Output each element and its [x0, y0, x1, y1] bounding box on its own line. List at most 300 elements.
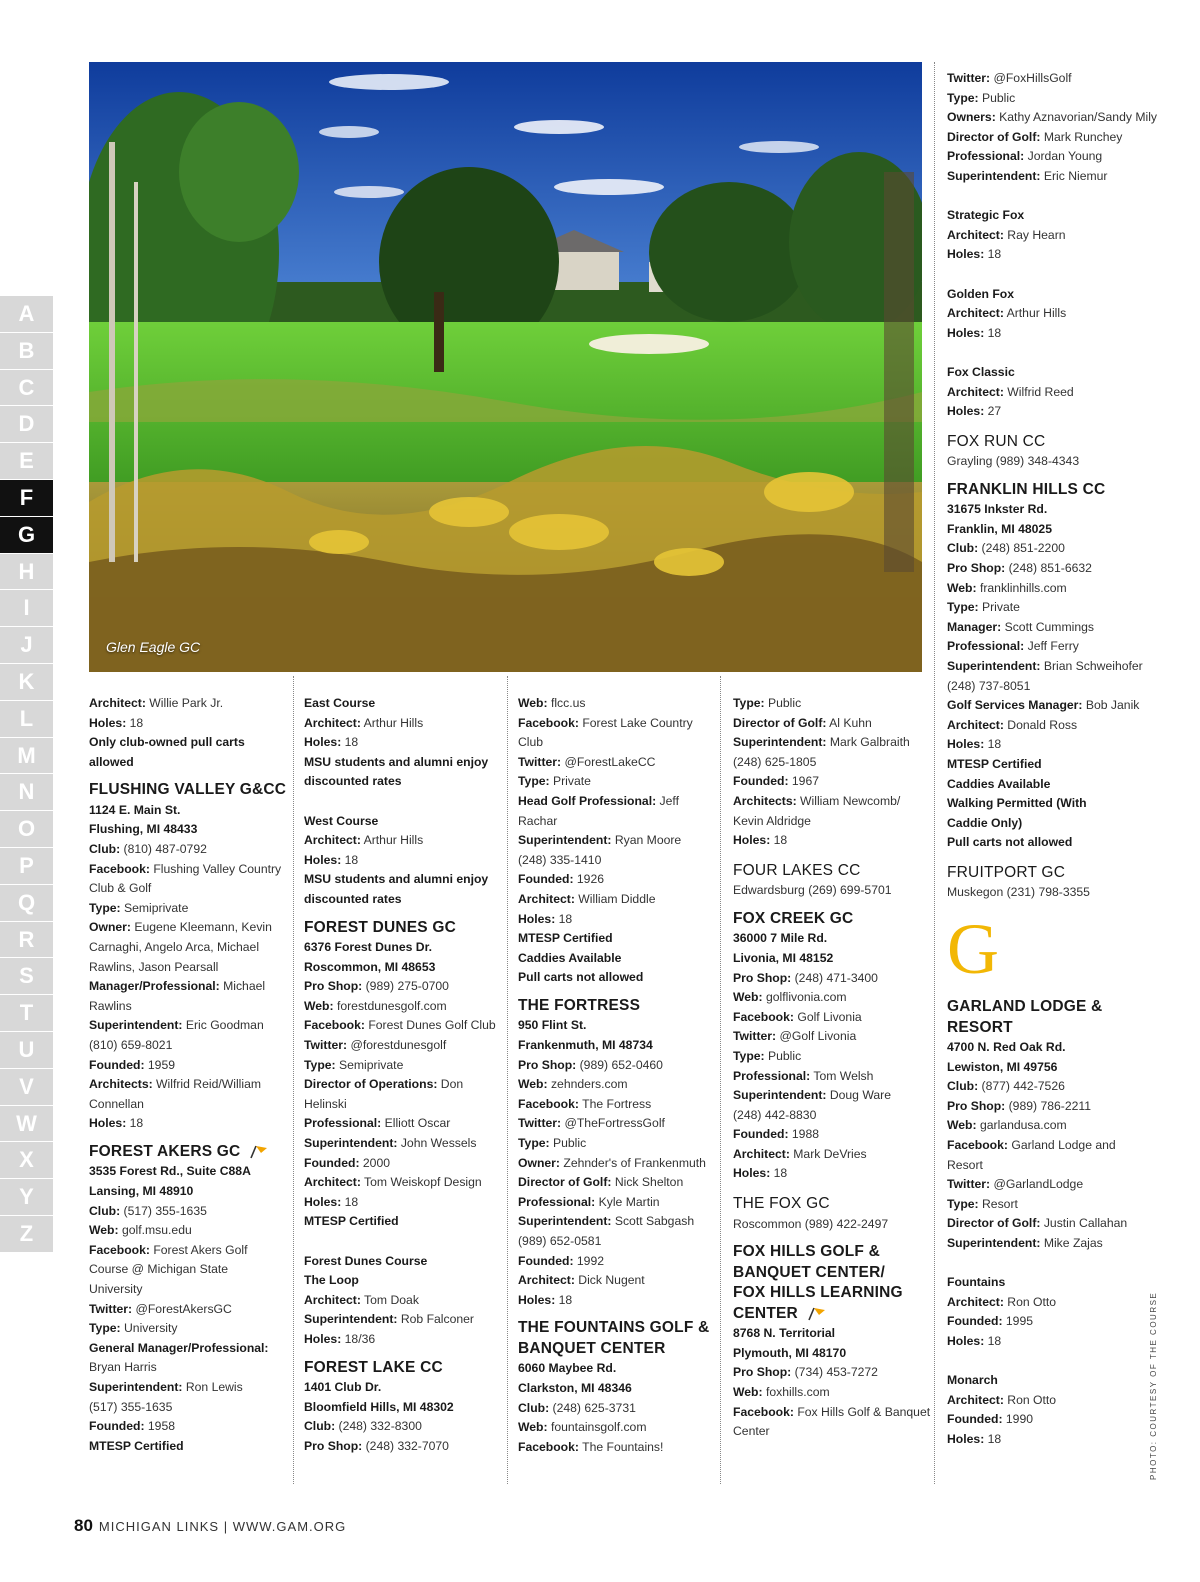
- field-label: Holes:: [947, 1431, 985, 1446]
- listing-field: [947, 89, 1147, 109]
- field-label: Web:: [304, 998, 334, 1013]
- listing-field: [947, 637, 1147, 657]
- listing-field: [518, 1438, 718, 1458]
- field-value: William Diddle: [574, 891, 656, 906]
- index-letter-e: E: [0, 443, 53, 480]
- field-label: Pro Shop:: [304, 979, 363, 994]
- field-value: fountainsgolf.com: [547, 1420, 647, 1435]
- field-label: Holes:: [518, 911, 556, 926]
- index-letter-y: Y: [0, 1179, 53, 1216]
- field-value: Doug Ware: [826, 1088, 892, 1103]
- field-value: (989) 786-2211: [1005, 1098, 1092, 1113]
- listing-field: [304, 977, 504, 997]
- course-name: [733, 1194, 933, 1214]
- listing-detail-bold: MTESP Certified: [947, 757, 1042, 771]
- listing-detail: Course @ Michigan State: [89, 1262, 229, 1277]
- page-footer: [74, 1516, 346, 1536]
- field-label: Architect:: [947, 1294, 1004, 1309]
- course-name-text: FOX HILLS GOLF &: [733, 1243, 880, 1261]
- photo-caption: Glen Eagle GC: [106, 639, 201, 655]
- field-value: Forest Dunes Golf Club: [364, 1018, 496, 1033]
- field-label: Owner:: [518, 1155, 560, 1170]
- listing-field: [304, 1114, 504, 1134]
- field-label: Superintendent:: [733, 735, 827, 750]
- field-label: Holes:: [89, 715, 127, 730]
- field-value: Private: [549, 774, 591, 789]
- listing-field: [89, 1075, 289, 1095]
- field-label: Type:: [947, 600, 979, 615]
- field-label: Professional:: [733, 1068, 811, 1083]
- field-label: Holes:: [733, 1166, 771, 1181]
- course-name: [89, 1142, 289, 1162]
- listing-field: [89, 899, 289, 919]
- listing-field: [518, 753, 718, 773]
- field-label: Architect:: [947, 306, 1004, 321]
- field-value: Arthur Hills: [360, 715, 424, 730]
- flag-icon: [248, 1145, 268, 1159]
- listing-field: [947, 1234, 1147, 1254]
- field-value: @GarlandLodge: [990, 1177, 1084, 1192]
- field-label: Superintendent:: [518, 1214, 612, 1229]
- listing-field: [518, 1134, 718, 1154]
- listing-detail-bold: Bloomfield Hills, MI 48302: [304, 1399, 454, 1414]
- field-label: Professional:: [947, 149, 1025, 164]
- listing-detail-bold: The Loop: [304, 1273, 359, 1288]
- listing-detail: Rawlins, Jason Pearsall: [89, 959, 219, 974]
- field-value: Wilfrid Reed: [1003, 384, 1074, 399]
- field-label: Type:: [518, 1135, 550, 1150]
- field-value: (248) 471-3400: [791, 970, 878, 985]
- listing-field: [947, 598, 1147, 618]
- field-value: @FoxHillsGolf: [990, 71, 1072, 85]
- listing-detail-bold: Pull carts not allowed: [947, 835, 1073, 850]
- field-value: 18: [341, 735, 359, 750]
- field-label: Club:: [89, 1203, 121, 1218]
- listing-field: [518, 1114, 718, 1134]
- field-label: Architect:: [947, 1392, 1004, 1407]
- field-label: Architect:: [304, 1175, 361, 1190]
- field-value: The Fortress: [578, 1096, 652, 1111]
- field-value: golf.msu.edu: [118, 1223, 192, 1238]
- field-label: Professional:: [518, 1194, 596, 1209]
- field-value: (877) 442-7526: [978, 1079, 1065, 1094]
- field-label: Architect:: [518, 1273, 575, 1288]
- spacer: [304, 1232, 504, 1252]
- listing-field: [304, 1330, 504, 1350]
- course-name-text: THE FOX GC: [733, 1195, 830, 1213]
- field-label: Holes:: [947, 325, 985, 340]
- listing-detail: Resort: [947, 1157, 983, 1172]
- listing-detail-bold: MSU students and alumni enjoy: [304, 872, 489, 887]
- field-value: 18: [555, 1292, 573, 1307]
- column-divider: [507, 676, 508, 1484]
- listing-detail: Rachar: [518, 813, 558, 828]
- listing-detail: (517) 355-1635: [89, 1399, 173, 1414]
- listing-field: [947, 1175, 1147, 1195]
- listing-field: [518, 1271, 718, 1291]
- listing-detail-bold: discounted rates: [304, 891, 402, 906]
- field-value: Willie Park Jr.: [145, 696, 224, 710]
- field-value: 18: [555, 911, 573, 926]
- field-label: Facebook:: [947, 1138, 1008, 1153]
- field-label: Founded:: [733, 1127, 789, 1142]
- field-value: Resort: [978, 1196, 1018, 1211]
- listing-detail: (989) 652-0581: [518, 1233, 602, 1248]
- field-label: Holes:: [947, 247, 985, 262]
- listing-field: [518, 1252, 718, 1272]
- section-letter: G: [947, 909, 999, 990]
- field-label: Superintendent:: [947, 1236, 1041, 1250]
- listing-field: [518, 1095, 718, 1115]
- photo-credit: PHOTO: COURTESY OF THE COURSE: [1149, 1291, 1158, 1480]
- field-value: Mike Zajas: [1040, 1236, 1103, 1250]
- field-label: Manager:: [947, 619, 1002, 634]
- field-value: Arthur Hills: [360, 833, 424, 848]
- field-value: 2000: [359, 1155, 391, 1170]
- field-value: 18: [341, 1194, 359, 1209]
- course-name-text: FOX CREEK GC: [733, 909, 854, 927]
- field-label: Web:: [733, 1384, 763, 1399]
- listing-field: [89, 714, 289, 734]
- listing-field: [89, 1221, 289, 1241]
- field-label: Facebook:: [518, 1096, 579, 1111]
- listing-detail: Muskegon (231) 798-3355: [947, 885, 1090, 900]
- course-name-text: FLUSHING VALLEY G&CC: [89, 781, 287, 799]
- field-label: Architect:: [947, 384, 1004, 399]
- field-label: Holes:: [304, 852, 342, 867]
- listing-field: [947, 1195, 1147, 1215]
- field-label: Founded:: [518, 872, 574, 887]
- field-value: 27: [984, 404, 1002, 419]
- listing-field: [947, 1410, 1147, 1430]
- index-letter-i: I: [0, 590, 53, 627]
- field-value: 18: [984, 1333, 1002, 1348]
- field-label: Founded:: [947, 1314, 1003, 1329]
- field-value: 18: [984, 737, 1002, 752]
- listing-detail-bold: MTESP Certified: [89, 1438, 184, 1453]
- listing-detail: Center: [733, 1424, 770, 1439]
- field-value: Eugene Kleemann, Kevin: [130, 920, 272, 935]
- listing-field: [947, 618, 1147, 638]
- field-label: Club:: [304, 1419, 336, 1434]
- field-value: 18: [126, 1116, 144, 1131]
- listing-field: [947, 1293, 1147, 1313]
- listing-detail-bold: Caddies Available: [947, 776, 1051, 791]
- listing-detail-bold: Plymouth, MI 48170: [733, 1345, 847, 1360]
- listing-field: [304, 851, 504, 871]
- listing-field: [733, 792, 933, 812]
- course-name: [947, 863, 1147, 883]
- course-name: [518, 1339, 718, 1359]
- listing-field: [947, 324, 1147, 344]
- field-value: @Golf Livonia: [776, 1029, 857, 1044]
- course-name-text: THE FOUNTAINS GOLF &: [518, 1319, 710, 1337]
- field-label: Holes:: [89, 1116, 127, 1131]
- listing-field: [89, 1016, 289, 1036]
- listing-detail-bold: 1124 E. Main St.: [89, 802, 181, 817]
- listing-field: [518, 1399, 718, 1419]
- field-label: Holes:: [947, 1333, 985, 1348]
- spacer: [304, 792, 504, 812]
- field-value: 18: [984, 247, 1002, 262]
- listing-field: [304, 733, 504, 753]
- listing-field: [304, 1016, 504, 1036]
- field-label: Architect:: [304, 1292, 361, 1307]
- course-name-text: FOX RUN CC: [947, 432, 1046, 450]
- listing-detail-bold: discounted rates: [304, 774, 402, 789]
- field-value: 1990: [1002, 1412, 1034, 1427]
- listing-field: [518, 1173, 718, 1193]
- field-label: Club:: [89, 842, 121, 857]
- field-label: Architect:: [733, 1146, 790, 1161]
- spacer: [947, 343, 1147, 363]
- listing-field: [947, 128, 1147, 148]
- field-value: Ron Otto: [1003, 1294, 1057, 1309]
- field-value: Al Kuhn: [826, 715, 872, 730]
- field-label: Twitter:: [89, 1301, 133, 1316]
- field-value: (248) 625-3731: [549, 1400, 636, 1415]
- footer-text: MICHIGAN LINKS | WWW.GAM.ORG: [98, 1519, 347, 1534]
- listing-field: [947, 383, 1147, 403]
- listing-detail-bold: Flushing, MI 48433: [89, 822, 198, 837]
- field-label: Twitter:: [733, 1029, 777, 1044]
- listing-detail: Connellan: [89, 1096, 144, 1111]
- listing-field: [733, 1363, 933, 1383]
- listing-field: [947, 1391, 1147, 1411]
- listing-detail: Carnaghi, Angelo Arca, Michael: [89, 940, 260, 955]
- listing-detail-bold: Franklin, MI 48025: [947, 521, 1052, 536]
- field-label: Type:: [304, 1057, 336, 1072]
- field-value: @TheFortressGolf: [561, 1116, 665, 1131]
- listing-detail-bold: Clarkston, MI 48346: [518, 1380, 632, 1395]
- listing-detail-bold: Fox Classic: [947, 364, 1015, 379]
- listing-field: [304, 1036, 504, 1056]
- field-value: University: [120, 1321, 178, 1336]
- field-value: Rob Falconer: [397, 1312, 474, 1327]
- course-name: [733, 861, 933, 881]
- page-number: 80: [74, 1516, 93, 1535]
- field-value: franklinhills.com: [976, 580, 1067, 595]
- field-value: (989) 275-0700: [362, 979, 449, 994]
- course-name-text: FOREST LAKE CC: [304, 1358, 443, 1376]
- field-label: Web:: [733, 990, 763, 1005]
- field-label: Professional:: [304, 1116, 382, 1131]
- course-name: [733, 1304, 933, 1324]
- field-label: Golf Services Manager:: [947, 698, 1083, 713]
- field-value: foxhills.com: [762, 1384, 830, 1399]
- index-letter-g: G: [0, 517, 53, 554]
- field-label: Holes:: [304, 1194, 342, 1209]
- course-name: [947, 1018, 1147, 1038]
- index-letter-o: O: [0, 811, 53, 848]
- field-value: zehnders.com: [547, 1077, 628, 1092]
- field-label: Facebook:: [304, 1018, 365, 1033]
- field-value: Scott Sabgash: [611, 1214, 695, 1229]
- field-label: Web:: [518, 1077, 548, 1092]
- course-photo: [89, 62, 922, 672]
- field-value: Ron Otto: [1003, 1392, 1057, 1407]
- field-label: Facebook:: [733, 1404, 794, 1419]
- listing-field: [947, 147, 1147, 167]
- listing-field: [304, 1417, 504, 1437]
- listing-field: [89, 694, 289, 714]
- field-label: Facebook:: [89, 1242, 150, 1257]
- listing-field: [733, 1027, 933, 1047]
- listing-detail: Club: [518, 735, 544, 750]
- listing-detail-bold: MTESP Certified: [518, 931, 613, 946]
- listing-field: [733, 969, 933, 989]
- field-label: Architect:: [304, 833, 361, 848]
- field-value: 1988: [788, 1127, 820, 1142]
- listing-detail-bold: MTESP Certified: [304, 1214, 399, 1229]
- listing-field: [947, 1312, 1147, 1332]
- listing-detail-bold: East Course: [304, 696, 376, 710]
- column-divider: [720, 676, 721, 1484]
- course-name-text: FOX HILLS LEARNING: [733, 1284, 903, 1302]
- field-value: Jeff: [656, 793, 679, 808]
- listing-detail: University: [89, 1282, 143, 1297]
- field-label: Founded:: [89, 1057, 145, 1072]
- field-label: Head Golf Professional:: [518, 793, 657, 808]
- field-label: Club:: [947, 541, 979, 556]
- index-letter-h: H: [0, 554, 53, 591]
- listing-field: [947, 539, 1147, 559]
- field-label: Pro Shop:: [947, 1098, 1006, 1113]
- field-value: golflivonia.com: [762, 990, 847, 1005]
- listing-field: [304, 1291, 504, 1311]
- index-letter-n: N: [0, 774, 53, 811]
- course-name: [947, 997, 1147, 1017]
- field-label: Twitter:: [518, 754, 562, 769]
- listing-field: [89, 1417, 289, 1437]
- listing-field: [304, 831, 504, 851]
- course-name: [304, 918, 504, 938]
- listing-detail-bold: 1401 Club Dr.: [304, 1380, 382, 1394]
- field-value: Public: [549, 1135, 587, 1150]
- listing-field: [947, 559, 1147, 579]
- listing-field: [89, 977, 289, 997]
- listing-detail-bold: Caddies Available: [518, 950, 622, 965]
- listing-field: [518, 772, 718, 792]
- field-value: Justin Callahan: [1040, 1216, 1128, 1231]
- field-value: 18: [126, 715, 144, 730]
- index-letter-t: T: [0, 995, 53, 1032]
- listing-field: [947, 1116, 1147, 1136]
- listing-field: [733, 1047, 933, 1067]
- field-label: Club:: [518, 1400, 550, 1415]
- field-value: Bob Janik: [1082, 698, 1140, 713]
- field-label: Owner:: [89, 920, 131, 935]
- course-name: [947, 480, 1147, 500]
- listing-field: [733, 831, 933, 851]
- field-label: Web:: [518, 1420, 548, 1435]
- index-letter-s: S: [0, 958, 53, 995]
- field-value: John Wessels: [397, 1135, 477, 1150]
- course-name-text: CENTER: [733, 1304, 798, 1322]
- listing-field: [518, 1075, 718, 1095]
- listing-field: [89, 918, 289, 938]
- listing-field: [947, 1332, 1147, 1352]
- listing-field: [518, 910, 718, 930]
- listing-column-1: [89, 694, 289, 1456]
- field-label: Architect:: [947, 227, 1004, 242]
- field-value: @ForestLakeCC: [561, 754, 656, 769]
- listing-field: [733, 772, 933, 792]
- course-name: [304, 1358, 504, 1378]
- listing-field: [89, 860, 289, 880]
- field-value: Garland Lodge and: [1007, 1138, 1116, 1153]
- listing-detail-bold: MSU students and alumni enjoy: [304, 754, 489, 769]
- listing-detail-bold: Forest Dunes Course: [304, 1253, 428, 1268]
- listing-detail: Rawlins: [89, 998, 132, 1013]
- field-value: Semiprivate: [335, 1057, 404, 1072]
- field-label: Architect:: [89, 696, 146, 710]
- listing-field: [518, 1291, 718, 1311]
- listing-detail-bold: Fountains: [947, 1275, 1006, 1290]
- listing-field: [947, 657, 1147, 677]
- field-value: Arthur Hills: [1003, 306, 1067, 321]
- column-divider: [293, 676, 294, 1484]
- field-label: Superintendent:: [304, 1135, 398, 1150]
- course-name: [518, 1318, 718, 1338]
- field-value: Ron Lewis: [182, 1380, 243, 1394]
- listing-field: [304, 1310, 504, 1330]
- field-value: forestdunesgolf.com: [333, 998, 447, 1013]
- listing-detail-bold: Only club-owned pull carts: [89, 735, 245, 750]
- field-value: 18: [984, 1431, 1002, 1446]
- listing-field: [733, 694, 933, 714]
- field-label: Director of Golf:: [733, 715, 827, 730]
- listing-field: [733, 714, 933, 734]
- field-label: Web:: [947, 1118, 977, 1133]
- listing-field: [947, 402, 1147, 422]
- field-value: (248) 332-7070: [362, 1438, 449, 1453]
- listing-field: [304, 714, 504, 734]
- field-value: Brian Schweihofer: [1040, 659, 1143, 674]
- listing-field: [733, 1067, 933, 1087]
- course-name-text: FRANKLIN HILLS CC: [947, 480, 1106, 498]
- listing-detail-bold: Caddie Only): [947, 815, 1023, 830]
- field-label: Architect:: [518, 891, 575, 906]
- listing-detail-bold: 6060 Maybee Rd.: [518, 1361, 617, 1376]
- listing-detail-bold: Walking Permitted (With: [947, 796, 1087, 811]
- field-value: 1967: [788, 774, 820, 789]
- field-label: Director of Golf:: [947, 1216, 1041, 1231]
- listing-column-4: [733, 694, 933, 1442]
- field-label: Twitter:: [947, 1177, 991, 1192]
- index-letter-b: B: [0, 333, 53, 370]
- field-label: Holes:: [733, 833, 771, 848]
- field-value: 1992: [573, 1253, 605, 1268]
- listing-detail: (248) 625-1805: [733, 754, 817, 769]
- field-label: Facebook:: [518, 1439, 579, 1454]
- listing-detail-bold: 3535 Forest Rd., Suite C88A: [89, 1164, 251, 1179]
- field-value: Mark Galbraith: [826, 735, 910, 750]
- field-label: Superintendent:: [304, 1312, 398, 1327]
- listing-field: [518, 792, 718, 812]
- field-value: 18: [770, 833, 788, 848]
- index-letter-m: M: [0, 738, 53, 775]
- field-value: flcc.us: [547, 696, 586, 710]
- listing-field: [947, 304, 1147, 324]
- listing-detail: Helinski: [304, 1096, 347, 1111]
- field-value: 1958: [144, 1419, 176, 1434]
- field-value: Wilfrid Reid/William: [152, 1077, 262, 1092]
- field-value: Tom Weiskopf Design: [360, 1175, 482, 1190]
- listing-field: [947, 716, 1147, 736]
- field-label: Type:: [947, 90, 979, 105]
- field-value: Public: [764, 696, 802, 710]
